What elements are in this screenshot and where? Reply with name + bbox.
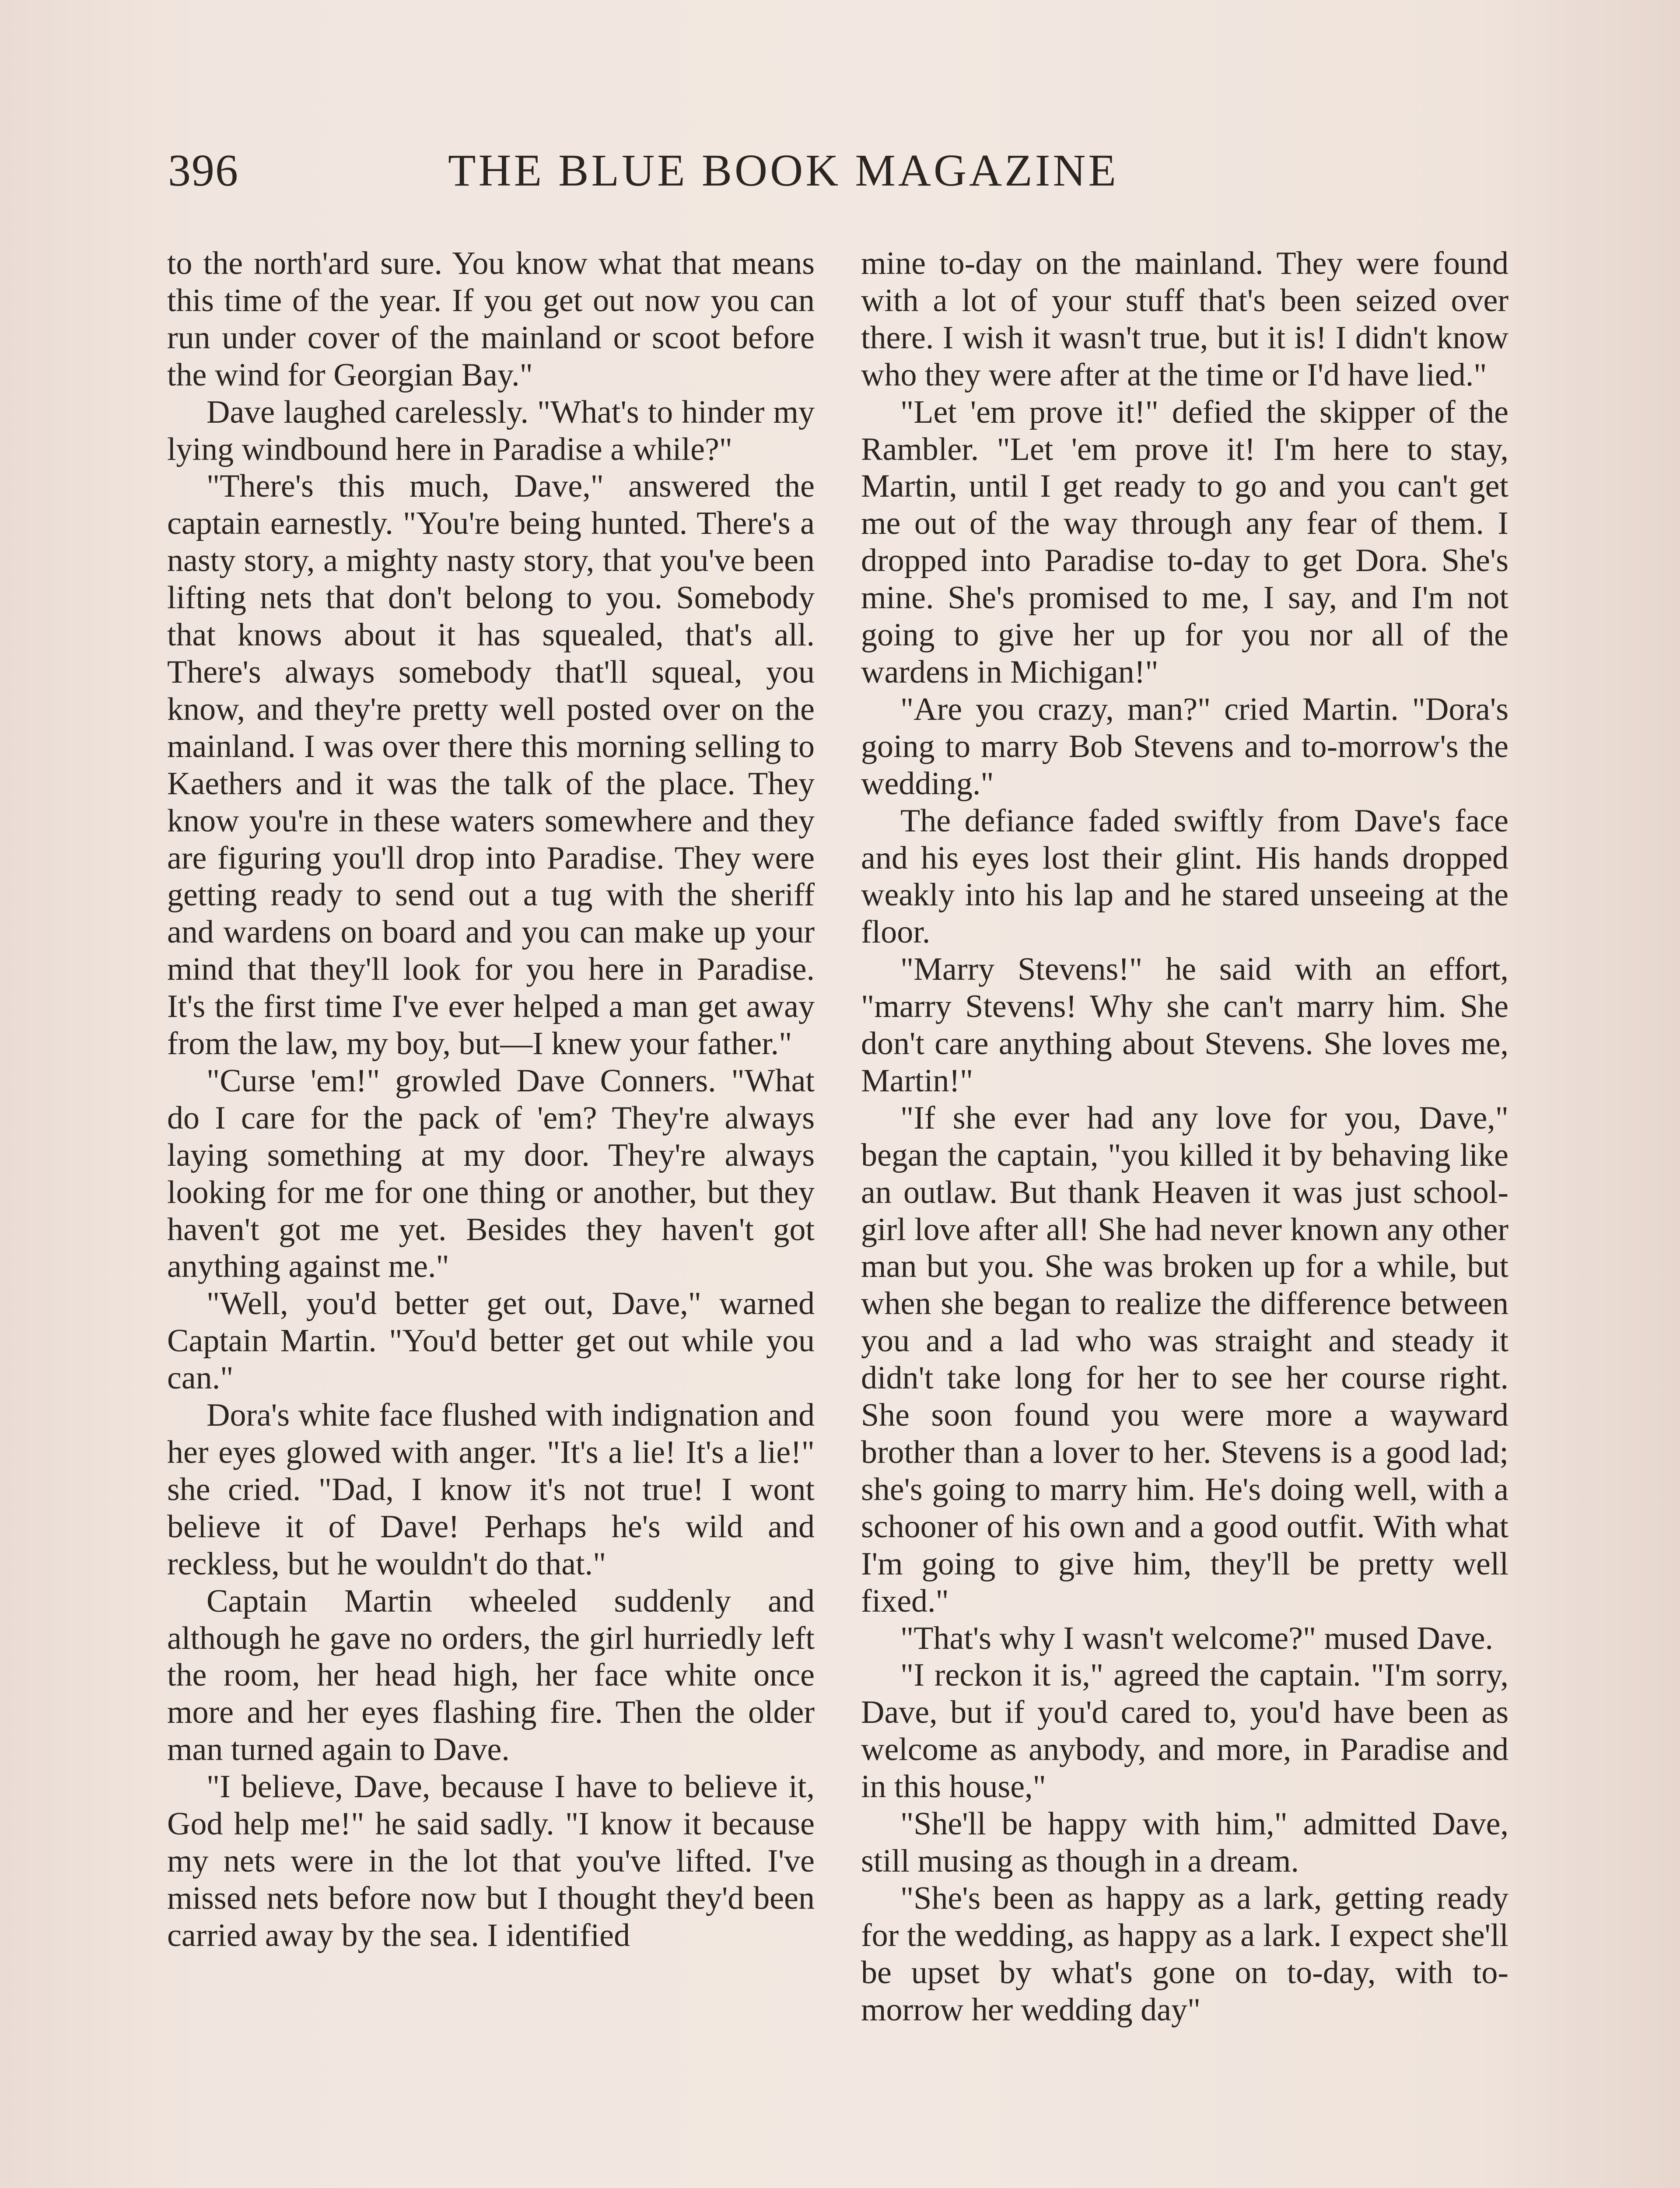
- paragraph: "If she ever had any love for you, Dave," began the captain, "you killed it by behaving like an outlaw. But thank Heaven it was just school-girl love after all! She had never known any other man but you. She was broken up for a while, but when she began to realize the difference between you and a lad who was straight and steady it didn't take long for her to see her course right. She soon found you were more a wayward brother than a lover to her. Stevens is a good lad; she's going to marry him. He's doing well, with a schooner of his own and a good outfit. With what I'm going to give him, they'll be pretty well fixed.": [861, 1100, 1508, 1619]
- paragraph: "Are you crazy, man?" cried Martin. "Dora's going to marry Bob Stevens and to-morrow's the wedding.": [861, 691, 1508, 802]
- paragraph: "There's this much, Dave," answered the captain earnestly. "You're being hunted. There's a nasty story, a mighty nasty story, that you've been lifting nets that don't belong to you. Somebody that knows about it has squealed, that's all. There's always somebody that'll squeal, you know, and they're pretty well posted over on the mainland. I was over there this morning selling to Kaethers and it was the talk of the place. They know you're in these waters somewhere and they are figuring you'll drop into Paradise. They were getting ready to send out a tug with the sheriff and wardens on board and you can make up your mind that they'll look for you here in Paradise. It's the first time I've ever helped a man get away from the law, my boy, but—I knew your father.": [167, 468, 815, 1062]
- right-text-column: [861, 245, 1508, 2029]
- paragraph: Dave laughed carelessly. "What's to hinder my lying windbound here in Paradise a while?": [167, 394, 815, 467]
- paragraph: "Let 'em prove it!" defied the skipper of the Rambler. "Let 'em prove it! I'm here to stay, Martin, until I get ready to go and you can't get me out of the way through any fear of them. I dropped into Paradise to-day to get Dora. She's mine. She's promised to me, I say, and I'm not going to give her up for you nor all of the wardens in Michigan!": [861, 394, 1508, 690]
- paragraph: Captain Martin wheeled suddenly and although he gave no orders, the girl hurriedly left the room, her head high, her face white once more and her eyes flashing fire. Then the older man turned again to Dave.: [167, 1583, 815, 1768]
- paragraph: "She's been as happy as a lark, getting ready for the wedding, as happy as a lark. I expect she'll be upset by what's gone on to-day, with to-morrow her wedding day": [861, 1880, 1508, 2028]
- paragraph: "That's why I wasn't welcome?" mused Dave.: [900, 1620, 1493, 1656]
- paragraph: "I reckon it is," agreed the captain. "I'm sorry, Dave, but if you'd cared to, you'd have been as welcome as anybody, and more, in Paradise and in this house,": [861, 1657, 1508, 1805]
- paragraph: "Well, you'd better get out, Dave," warned Captain Martin. "You'd better get out while you can.": [167, 1286, 815, 1396]
- paragraph: "Curse 'em!" growled Dave Conners. "What do I care for the pack of 'em? They're always laying something at my door. They're always looking for me for one thing or another, but they haven't got me yet. Besides they haven't got anything against me.": [167, 1062, 815, 1285]
- paragraph: "I believe, Dave, because I have to believe it, God help me!" he said sadly. "I know it because my nets were in the lot that you've lifted. I've missed nets before now but I thought they'd been carried away by the sea. I identified: [167, 1769, 815, 1953]
- paragraph: "Marry Stevens!" he said with an effort, "marry Stevens! Why she can't marry him. She don't care anything about Stevens. She loves me, Martin!": [861, 951, 1508, 1099]
- paragraph: to the north'ard sure. You know what that means this time of the year. If you get out now you can run under cover of the mainland or scoot before the wind for Georgian Bay.": [167, 245, 815, 393]
- paragraph: mine to-day on the mainland. They were found with a lot of your stuff that's been seized over there. I wish it wasn't true, but it is! I didn't know who they were after at the time or I'd have lied.": [861, 245, 1508, 393]
- running-head: THE BLUE BOOK MAGAZINE: [448, 145, 1119, 196]
- page-number: 396: [168, 145, 239, 196]
- paragraph: The defiance faded swiftly from Dave's face and his eyes lost their glint. His hands dropped weakly into his lap and he stared unseeing at the floor.: [861, 803, 1508, 950]
- paragraph: Dora's white face flushed with indignation and her eyes glowed with anger. "It's a lie! It's a lie!" she cried. "Dad, I know it's not true! I wont believe it of Dave! Perhaps he's wild and reckless, but he wouldn't do that.": [167, 1397, 815, 1582]
- left-text-column: [167, 245, 815, 1954]
- paragraph: "She'll be happy with him," admitted Dave, still musing as though in a dream.: [861, 1806, 1508, 1879]
- page-header: [168, 144, 1524, 210]
